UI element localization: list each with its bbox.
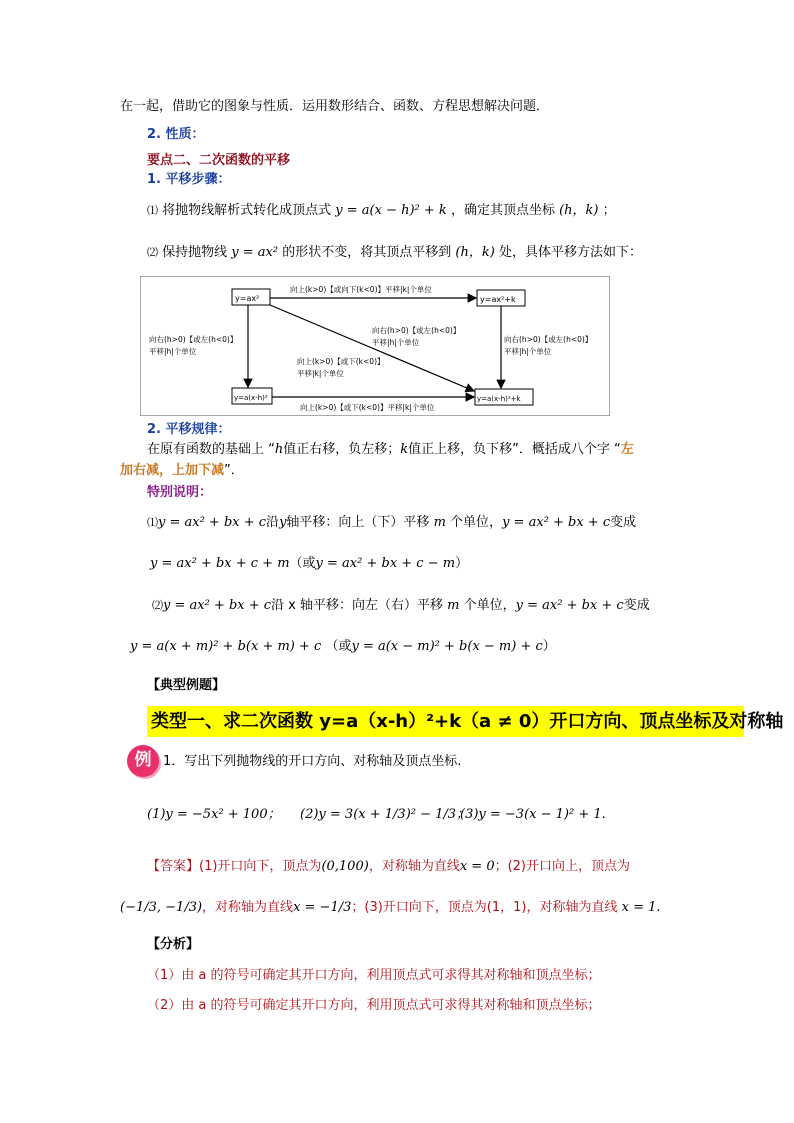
rule-line-2	[120, 462, 244, 480]
formula: y = ax² + bx + c	[515, 598, 624, 613]
answer-line-1	[147, 858, 630, 876]
translation-diagram	[140, 276, 610, 416]
rule-text: 值正右移，负左移；	[283, 442, 401, 457]
formula: y = a(x + m)² + b(x + m) + c	[130, 639, 322, 654]
special-heading: 特别说明：	[147, 485, 213, 500]
var: y	[279, 515, 287, 530]
text: (1)开口向下，顶点为	[199, 859, 322, 874]
analysis-heading: 【分析】	[147, 937, 200, 952]
intro-line: 在一起，借助它的图象与性质．运用数形结合、函数、方程思想解决问题．	[120, 99, 550, 114]
left-arrow-label-1: 向右(h>0)【或左(h<0)】	[149, 335, 238, 344]
formula: ² − 1/3；	[410, 807, 470, 822]
example-1-prompt: 1．写出下列抛物线的开口方向、对称轴及顶点坐标.	[163, 754, 462, 769]
text: ）	[542, 639, 556, 654]
step1-heading: 1. 平移步骤：	[147, 172, 231, 187]
rule-var-k: k	[400, 442, 409, 457]
text: （或	[325, 639, 352, 654]
rule-heading: 2. 平移规律：	[147, 422, 231, 437]
vertex-coord: (h，k)	[455, 245, 495, 260]
text: ，对称轴为直线	[368, 859, 460, 874]
text: ；(3)开口向下，顶点为(1，1)，对称轴为直线	[351, 900, 618, 915]
bottom-arrow-label: 向上(k>0)【或下(k<0)】平移|k|个单位	[300, 403, 435, 412]
special-2-result	[130, 638, 556, 656]
text: 个单位，	[450, 515, 503, 530]
examples-heading: 【典型例题】	[147, 678, 226, 693]
item-number: ⑴	[147, 516, 158, 529]
box-bottom-left-label: y=a(x-h)²	[234, 394, 268, 402]
right-arrow-label-2: 平移|h|个单位	[504, 347, 552, 356]
step-text: 处，具体平移方法如下：	[498, 245, 642, 260]
formula: y = ax² + bx + c	[163, 598, 272, 613]
answer-line-2	[120, 899, 661, 917]
formula: y = a(x − m)² + b(x − m) + c	[351, 639, 543, 654]
item-number: ⑴	[147, 204, 158, 217]
formula: (0,100)	[321, 859, 369, 874]
answer-label: 【答案】	[147, 859, 200, 874]
special-1-line	[147, 514, 636, 532]
text: ）	[455, 556, 469, 571]
item-number: ⑵	[152, 599, 163, 612]
diag-label-a1: 向右(h>0)【或左(h<0)】	[372, 326, 461, 335]
analysis-line-2: （2）由 a 的符号可确定其开口方向，利用顶点式可求得其对称轴和顶点坐标；	[147, 998, 601, 1013]
step-1-2	[147, 244, 642, 262]
var: m	[447, 598, 460, 613]
formula: (−1/3, −1/3)	[120, 900, 203, 915]
text: 个单位，	[463, 598, 516, 613]
formula: x = 0	[459, 859, 495, 874]
box-top-right-label: y=ax²+k	[480, 295, 516, 304]
analysis-line-1: （1）由 a 的符号可确定其开口方向，利用顶点式可求得其对称轴和顶点坐标；	[147, 968, 601, 983]
text: 沿	[266, 515, 280, 530]
formula: y = ax² + bx + c	[502, 515, 611, 530]
step-text: 的形状不变，将其顶点平移到	[282, 245, 452, 260]
text: （或	[289, 556, 316, 571]
step-text: ；	[602, 203, 616, 218]
base-parabola-formula: y = ax²	[231, 245, 279, 260]
example-item-2: (2)y = 3(x + 1/3)² − 1/3；	[300, 807, 470, 822]
text: 沿 x 轴平移：向左（右）平移	[271, 598, 444, 613]
diag-label-b2: 平移|k|个单位	[297, 369, 344, 378]
step-text: 保持抛物线	[162, 245, 228, 260]
special-2-line	[152, 597, 650, 615]
type-one-banner: 类型一、求二次函数 y=a（x-h）²+k（a ≠ 0）开口方向、顶点坐标及对称轴	[147, 706, 744, 737]
rule-highlight: 加右减，上加下减	[120, 463, 225, 478]
diag-label-b1: 向上(k>0)【或下(k<0)】	[297, 357, 385, 366]
step-text: 将抛物线解析式转化成顶点式	[162, 203, 332, 218]
section-nature-heading: 2. 性质：	[147, 127, 205, 142]
formula: x + 1/3	[358, 807, 406, 822]
right-arrow-label-1: 向右(h>0)【或左(h<0)】	[504, 335, 593, 344]
formula: y = ax² + bx + c + m	[150, 556, 290, 571]
rule-line-1	[147, 441, 634, 459]
var: m	[433, 515, 446, 530]
step-1-1	[147, 202, 616, 220]
formula: y = ax² + bx + c	[158, 515, 267, 530]
diag-label-a2: 平移|h|个单位	[372, 338, 420, 347]
formula: y = ax² + bx + c − m	[315, 556, 456, 571]
step-text: ，确定其顶点坐标	[450, 203, 555, 218]
vertex-form-formula: y = a(x − h)² + k	[335, 203, 447, 218]
example-item-3: (3)y = −3(x − 1)² + 1.	[460, 807, 606, 822]
vertex-coord: (h，k)	[559, 203, 599, 218]
text: 变成	[610, 515, 637, 530]
left-arrow-label-2: 平移|h|个单位	[149, 347, 197, 356]
special-1-result	[150, 555, 468, 573]
text: ；(2)开口向上，顶点为	[494, 859, 631, 874]
rule-highlight: 左	[620, 442, 634, 457]
formula: (2)y = 3	[300, 807, 354, 822]
text: 轴平移：向上（下）平移	[286, 515, 430, 530]
rule-text: 在原有函数的基础上 “	[147, 442, 275, 457]
rule-text: ”．	[224, 463, 244, 478]
rule-var-h: h	[274, 442, 284, 457]
example-item-1: (1)y = −5x² + 100；	[147, 807, 281, 822]
point2-heading: 要点二、二次函数的平移	[147, 153, 291, 168]
text: 变成	[623, 598, 650, 613]
item-number: ⑵	[147, 246, 158, 259]
formula: x = −1/3	[293, 900, 352, 915]
box-top-left-label: y=ax²	[235, 294, 260, 303]
top-arrow-label: 向上(k>0)【或向下(k<0)】平移|k|个单位	[290, 285, 432, 294]
rule-text: 值正上移，负下移”．概括成八个字 “	[408, 442, 621, 457]
text: ，对称轴为直线	[202, 900, 294, 915]
example-badge-icon: 例	[127, 745, 159, 777]
formula: x = 1.	[621, 900, 661, 915]
box-bottom-right-label: y=a(x-h)²+k	[477, 395, 521, 403]
